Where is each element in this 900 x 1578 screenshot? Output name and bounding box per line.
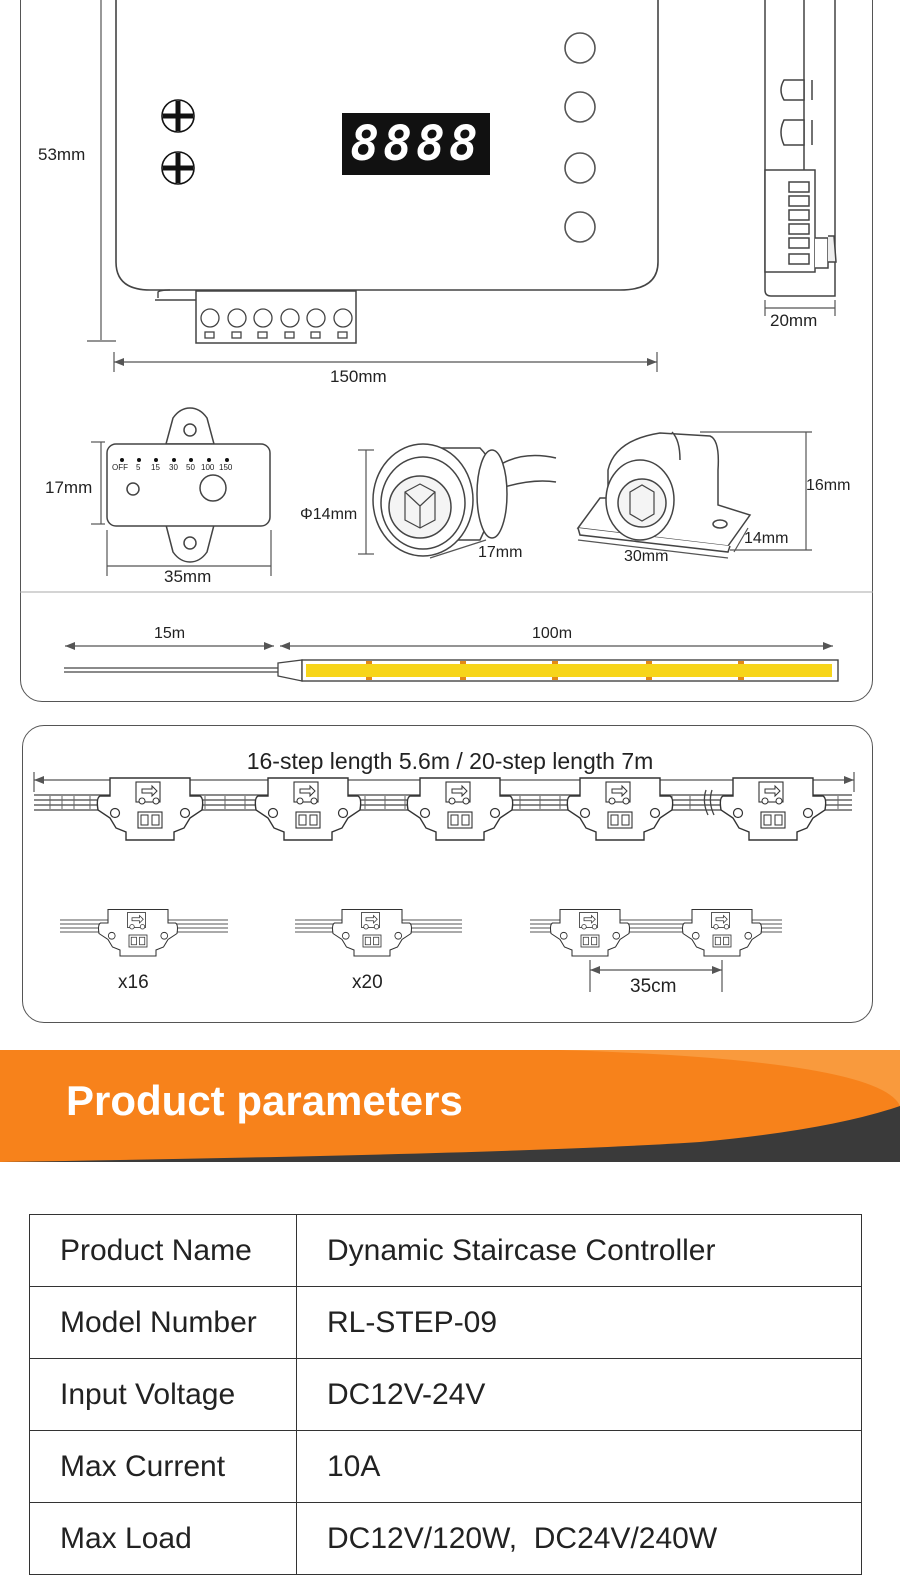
parameters-table [29, 1214, 862, 1575]
dimension-drawing [0, 0, 900, 705]
cable-length-label: 15m [154, 625, 186, 642]
round-sensor-diameter-label: Φ14mm [300, 506, 358, 523]
delay-setting-150: 150 [219, 463, 233, 472]
led-display-digits: 8888 [350, 116, 482, 172]
step-node-small [551, 910, 630, 957]
param-key: Model Number [30, 1287, 297, 1359]
bracket-pir-sensor [578, 432, 750, 552]
delay-module-height-label: 17mm [45, 478, 93, 497]
section-title: Product parameters [66, 1077, 463, 1124]
step-node-small [99, 910, 178, 957]
param-value: Dynamic Staircase Controller [297, 1215, 862, 1287]
param-value: 10A [297, 1431, 862, 1503]
bracket-sensor-height-label: 16mm [806, 477, 851, 494]
table-row [30, 1215, 862, 1287]
count-16-label: x16 [118, 972, 149, 993]
bracket-sensor-depth-label: 14mm [744, 530, 789, 547]
param-key: Product Name [30, 1215, 297, 1287]
table-row [30, 1431, 862, 1503]
delay-module [107, 408, 270, 562]
controller-width-label: 150mm [330, 367, 387, 386]
delay-setting-5: 5 [136, 463, 141, 472]
round-sensor-depth-label: 17mm [478, 544, 523, 561]
table-row [30, 1503, 862, 1575]
delay-setting-50: 50 [186, 463, 195, 472]
step-node [567, 778, 672, 840]
controller-side-view [765, 0, 836, 296]
delay-setting-15: 15 [151, 463, 160, 472]
delay-setting-100: 100 [201, 463, 215, 472]
screw-icon [162, 100, 194, 132]
param-value: DC12V-24V [297, 1359, 862, 1431]
delay-module-width-label: 35mm [164, 567, 212, 586]
strip-length-label: 100m [532, 625, 573, 642]
step-node-small [333, 910, 412, 957]
step-node [97, 778, 202, 840]
delay-setting-30: 30 [169, 463, 178, 472]
table-row [30, 1359, 862, 1431]
step-length-title: 16-step length 5.6m / 20-step length 7m [246, 748, 654, 774]
round-pir-sensor [373, 444, 556, 556]
param-key: Max Current [30, 1431, 297, 1503]
param-value: DC12V/120W, DC24V/240W [297, 1503, 862, 1575]
param-value: RL-STEP-09 [297, 1287, 862, 1359]
screw-icon [162, 152, 194, 184]
terminal-block [196, 291, 356, 343]
delay-setting-off: OFF [112, 463, 128, 472]
step-node [407, 778, 512, 840]
node-spacing-label: 35cm [630, 976, 677, 997]
param-key: Max Load [30, 1503, 297, 1575]
step-node-small [683, 910, 762, 957]
step-node [720, 778, 825, 840]
bracket-sensor-width-label: 30mm [624, 548, 669, 565]
controller-height-label: 53mm [38, 145, 86, 164]
step-node [255, 778, 360, 840]
count-20-label: x20 [352, 972, 383, 993]
table-row [30, 1287, 862, 1359]
controller-depth-label: 20mm [770, 311, 818, 330]
param-key: Input Voltage [30, 1359, 297, 1431]
